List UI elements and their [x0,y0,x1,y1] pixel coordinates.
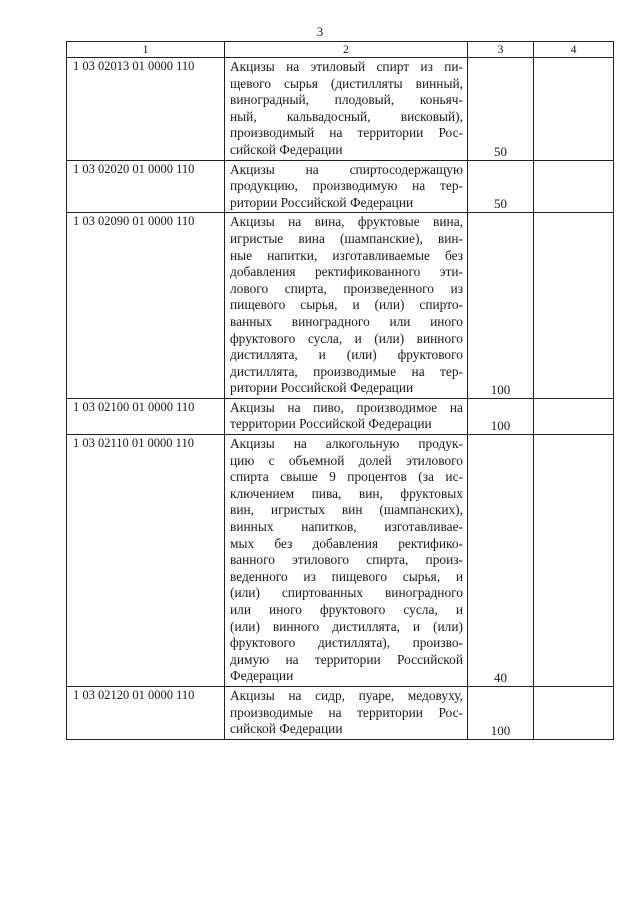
description-line: добавления ректификованного эти- [230,264,463,280]
description-line: (или) спиртованных виноградного [230,585,463,601]
description-line: территории Российской Федерации [230,416,432,432]
description-line: фруктового дистиллята), произво- [230,635,463,651]
budget-classification-code: 1 03 02020 01 0000 110 [67,160,225,213]
excise-rates-table [66,41,614,740]
description-line: ванного этилового спирта, произ- [230,552,463,568]
revenue-description [225,398,468,434]
revenue-description [225,213,468,399]
table-row [67,213,614,399]
description-line: цию с объемной долей этилового [230,452,463,468]
description-line: спирта свыше 9 процентов (за ис- [230,469,463,485]
header-col-2: 2 [225,42,468,58]
table-row [67,58,614,161]
distribution-rate: 50 [468,58,534,161]
budget-classification-code: 1 03 02100 01 0000 110 [67,398,225,434]
column-4-cell [534,398,614,434]
column-4-cell [534,435,614,687]
description-line: виноградный, плодовый, коньяч- [230,92,463,108]
description-line: Акцизы на вина, фруктовые вина, [230,214,463,230]
description-line: Акцизы на этиловый спирт из пи- [230,59,463,74]
column-4-cell [534,686,614,739]
budget-classification-code: 1 03 02110 01 0000 110 [67,435,225,687]
table-row [67,686,614,739]
description-line: сийской Федерации [230,141,343,157]
budget-classification-code: 1 03 02013 01 0000 110 [67,58,225,161]
revenue-description [225,686,468,739]
header-col-1: 1 [67,42,225,58]
description-line: Акцизы на алкогольную продук- [230,436,463,452]
description-line: ключением пива, вин, фруктовых [230,485,463,501]
table-row [67,160,614,213]
distribution-rate: 40 [468,435,534,687]
description-line: мых без добавления ректифико- [230,535,463,551]
revenue-description [225,58,468,161]
description-line: пищевого сырья, и (или) спирто- [230,297,463,313]
description-line: продукцию, производимую на тер- [230,178,463,194]
distribution-rate: 100 [468,398,534,434]
description-line: Акцизы на пиво, производимое на [230,399,463,415]
description-line: ритории Российской Федерации [230,380,414,396]
description-line: щевого сырья (дистилляты винный, [230,75,463,91]
description-line: игристые вина (шампанские), вин- [230,230,463,246]
description-line: ные напитки, изготавливаемые без [230,247,463,263]
description-line: димую на территории Российской [230,651,463,667]
column-4-cell [534,160,614,213]
description-line: фруктового сусла, и (или) винного [230,330,463,346]
description-line: лового спирта, произведенного из [230,280,463,296]
column-4-cell [534,213,614,399]
budget-classification-code: 1 03 02090 01 0000 110 [67,213,225,399]
page-number: 3 [316,24,324,39]
description-line: или иного фруктового сусла, и [230,602,463,617]
revenue-description [225,435,468,687]
description-line: ванных виноградного или иного [230,313,463,329]
description-line: ритории Российской Федерации [230,194,414,210]
description-line: Акцизы на сидр, пуаре, медовуху, [230,687,463,703]
column-4-cell [534,58,614,161]
table-header-row [67,42,614,58]
description-line: дистиллята, и (или) фруктового [230,347,463,363]
header-col-3: 3 [468,42,534,58]
revenue-description [225,160,468,213]
description-line: сийской Федерации [230,721,343,737]
description-line: ный, кальвадосный, висковый), [230,108,463,124]
description-line: дистиллята, производимые на тер- [230,363,463,379]
distribution-rate: 100 [468,213,534,399]
description-line: вин, игристых вин (шампанских), [230,502,463,518]
description-line: веденного из пищевого сырья, и [230,568,463,584]
budget-classification-code: 1 03 02120 01 0000 110 [67,686,225,739]
header-col-4: 4 [534,42,614,58]
description-line: производимый на территории Рос- [230,125,463,141]
description-line: Федерации [230,668,294,684]
description-line: производимые на территории Рос- [230,704,463,720]
description-line: (или) винного дистиллята, и (или) [230,618,463,634]
table-row [67,435,614,687]
description-line: Акцизы на спиртосодержащую [230,161,463,177]
table-row [67,398,614,434]
distribution-rate: 50 [468,160,534,213]
distribution-rate: 100 [468,686,534,739]
description-line: винных напитков, изготавливае- [230,519,463,535]
